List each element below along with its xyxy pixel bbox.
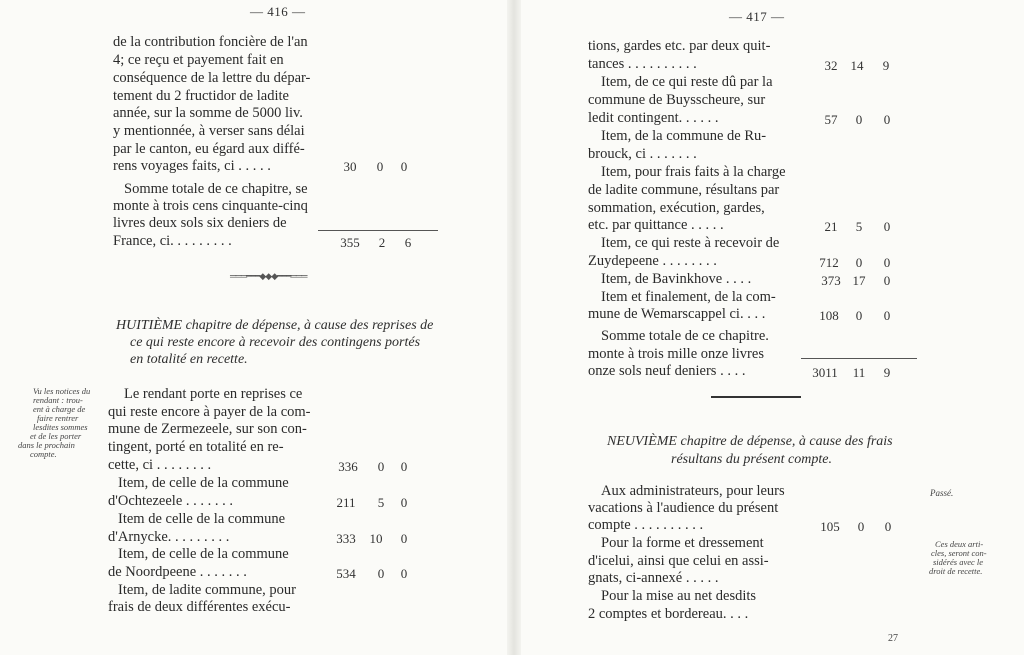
folio-number: 27	[888, 633, 898, 644]
amount-deniers: 0	[883, 255, 891, 270]
text-line: Zuydepeene . . . . . . . .	[588, 253, 717, 269]
amount-livres: 108	[819, 308, 839, 323]
text-line: Item, de ce qui reste dû par la	[601, 74, 773, 90]
amount-deniers: 9	[882, 58, 890, 73]
text-line: Item de celle de la commune	[118, 511, 286, 527]
amount-sols: 0	[857, 519, 865, 534]
amount-sols: 0	[855, 255, 863, 270]
margin-note: dans le prochain	[18, 440, 75, 450]
text-line: Item, de celle de la commune	[118, 475, 289, 491]
text-line: Item, de la commune de Ru-	[601, 128, 767, 144]
text-line: Somme totale de ce chapitre, se	[124, 181, 308, 197]
text-line: d'Ochtezeele . . . . . . .	[108, 493, 234, 509]
chapter-heading: HUITIÈME chapitre de dépense, à cause des reprises de	[116, 318, 434, 333]
text-line: mune de Wemarscappel ci. . . .	[588, 306, 766, 322]
text-line: commune de Buysscheure, sur	[588, 92, 766, 108]
amount-sols: 14	[850, 58, 864, 73]
amount-deniers: 0	[883, 273, 891, 288]
amount-deniers: 0	[883, 112, 891, 127]
amount-sols: 5	[855, 219, 863, 234]
left-page	[0, 0, 507, 655]
amount-livres: 30	[343, 159, 357, 174]
margin-note: Vu les notices du	[33, 386, 91, 396]
text-line: Item, de Bavinkhove . . . .	[601, 271, 752, 287]
margin-note: lesdites sommes	[33, 422, 88, 432]
text-line: conséquence de la lettre du dépar-	[113, 70, 311, 86]
ornament-divider: ═══━━━◆◆◆━━━═══	[230, 271, 307, 281]
text-line: gnats, ci-annexé . . . . .	[588, 570, 719, 586]
text-line: Item, de celle de la commune	[118, 546, 289, 562]
amount-livres: 712	[819, 255, 839, 270]
amount-livres: 333	[336, 531, 356, 546]
amount-deniers: 6	[404, 235, 412, 250]
right-page	[521, 0, 1024, 655]
text-line: Item et finalement, de la com-	[601, 289, 776, 305]
amount-sols: 10	[369, 531, 383, 546]
page-number-417: — 417 —	[729, 9, 785, 24]
text-line: onze sols neuf deniers . . . .	[588, 363, 746, 379]
text-line: de Noordpeene . . . . . . .	[108, 564, 247, 580]
margin-note: ent à charge de	[33, 404, 86, 414]
text-line: Item, de ladite commune, pour	[118, 582, 296, 598]
chapter-heading: résultans du présent compte.	[671, 452, 832, 467]
text-line: tingent, porté en totalité en re-	[108, 439, 284, 455]
text-line: rens voyages faits, ci . . . . .	[113, 158, 271, 174]
amount-livres: 57	[824, 112, 838, 127]
margin-note: rendant : trou-	[33, 395, 83, 405]
text-line: Pour la mise au net desdits	[601, 588, 757, 604]
text-line: brouck, ci . . . . . . .	[588, 146, 697, 162]
text-line: Pour la forme et dressement	[601, 535, 764, 551]
margin-note: cles, seront con-	[931, 548, 987, 558]
text-line: Le rendant porte en reprises ce	[124, 386, 303, 402]
text-line: de la contribution foncière de l'an	[113, 34, 308, 50]
sum-rule	[318, 230, 438, 231]
text-line: tances . . . . . . . . . .	[588, 56, 697, 72]
text-line: etc. par quittance . . . . .	[588, 217, 724, 233]
text-line: Item, ce qui reste à recevoir de	[601, 235, 780, 251]
margin-note: sidérés avec le	[933, 557, 984, 567]
section-divider	[711, 396, 801, 398]
amount-livres: 3011	[812, 365, 838, 380]
amount-livres: 32	[824, 58, 838, 73]
amount-deniers: 0	[883, 308, 891, 323]
amount-deniers: 0	[400, 459, 408, 474]
margin-note: droit de recette.	[929, 566, 983, 576]
page-number-416: — 416 —	[250, 4, 306, 19]
text-line: cette, ci . . . . . . . .	[108, 457, 212, 473]
amount-deniers: 0	[400, 566, 408, 581]
text-line: d'Arnycke. . . . . . . . .	[108, 529, 230, 545]
text-line: livres deux sols six deniers de	[113, 215, 287, 231]
text-line: d'icelui, ainsi que celui en assi-	[588, 553, 769, 569]
text-line: année, sur la somme de 5000 liv.	[113, 105, 303, 121]
text-line: tions, gardes etc. par deux quit-	[588, 38, 771, 54]
amount-livres: 355	[340, 235, 360, 250]
amount-deniers: 9	[883, 365, 891, 380]
text-line: 4; ce reçu et payement fait en	[113, 52, 284, 68]
amount-livres: 211	[336, 495, 356, 510]
margin-note-passe: Passé.	[930, 488, 954, 498]
amount-sols: 11	[852, 365, 866, 380]
text-line: vacations à l'audience du présent	[588, 500, 779, 516]
text-line: monte à trois cens cinquante-cinq	[113, 198, 308, 214]
amount-sols: 0	[855, 308, 863, 323]
text-line: monte à trois mille onze livres	[588, 346, 764, 362]
margin-note: faire rentrer	[37, 413, 79, 423]
margin-note: et de les porter	[30, 431, 82, 441]
amount-livres: 373	[821, 273, 841, 288]
text-line: compte . . . . . . . . . .	[588, 517, 704, 533]
amount-deniers: 0	[883, 219, 891, 234]
amount-deniers: 0	[884, 519, 892, 534]
text-line: Somme totale de ce chapitre.	[601, 328, 769, 344]
text-line: tement du 2 fructidor de ladite	[113, 88, 289, 104]
amount-livres: 534	[336, 566, 356, 581]
text-line: y mentionnée, à verser sans délai	[113, 123, 305, 139]
chapter-heading: ce qui reste encore à recevoir des contingens portés	[130, 335, 421, 350]
amount-livres: 336	[338, 459, 358, 474]
amount-deniers: 0	[400, 495, 408, 510]
amount-sols: 2	[378, 235, 386, 250]
text-line: qui reste encore à payer de la com-	[108, 404, 311, 420]
margin-note: compte.	[30, 449, 57, 459]
amount-deniers: 0	[400, 159, 408, 174]
text-line: de ladite commune, résultans par	[588, 182, 780, 198]
amount-sols: 0	[377, 459, 385, 474]
amount-livres: 105	[820, 519, 840, 534]
chapter-heading: NEUVIÈME chapitre de dépense, à cause des frais	[607, 434, 893, 449]
text-line: France, ci. . . . . . . . .	[113, 233, 232, 249]
text-line: 2 comptes et bordereau. . . .	[588, 606, 749, 622]
chapter-heading: en totalité en recette.	[130, 352, 248, 367]
text-line: Item, pour frais faits à la charge	[601, 164, 786, 180]
text-line: mune de Zermezeele, sur son con-	[108, 421, 307, 437]
amount-sols: 0	[855, 112, 863, 127]
amount-livres: 21	[824, 219, 838, 234]
amount-sols: 5	[377, 495, 385, 510]
amount-sols: 17	[852, 273, 866, 288]
amount-sols: 0	[376, 159, 384, 174]
amount-sols: 0	[377, 566, 385, 581]
text-line: frais de deux différentes exécu-	[108, 599, 291, 615]
margin-note: Ces deux arti-	[935, 539, 984, 549]
text-line: sommation, exécution, gardes,	[588, 200, 765, 216]
amount-deniers: 0	[400, 531, 408, 546]
text-line: Aux administrateurs, pour leurs	[601, 483, 785, 499]
text-line: ledit contingent. . . . . .	[588, 110, 719, 126]
text-line: par le canton, eu égard aux diffé-	[113, 141, 305, 157]
book-gutter	[507, 0, 521, 655]
sum-rule	[801, 358, 917, 359]
